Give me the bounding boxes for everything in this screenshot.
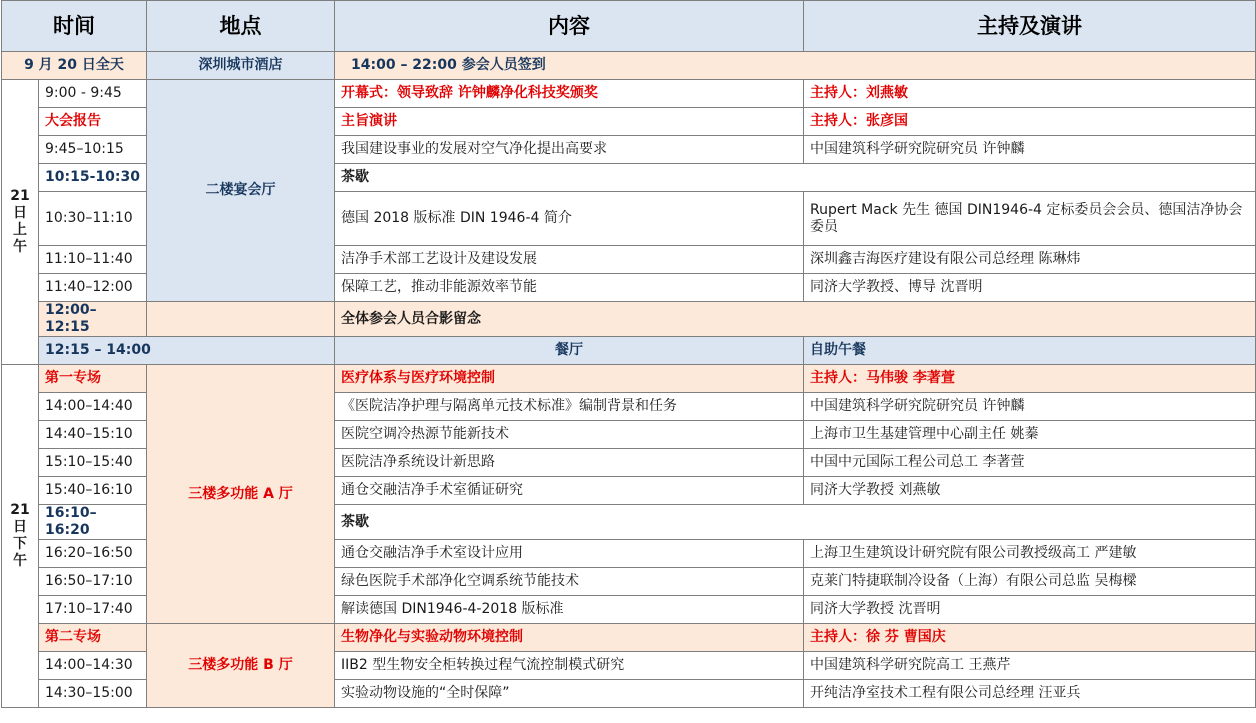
table-row	[2, 624, 1256, 652]
lunch-place: 餐厅	[335, 337, 804, 365]
content-cell: 医院空调冷热源节能新技术	[335, 421, 804, 449]
host-cell: 中国建筑科学研究院研究员 许钟麟	[804, 393, 1256, 421]
host-cell: 中国建筑科学研究院研究员 许钟麟	[804, 136, 1256, 164]
pm-b-place: 三楼多功能 B 厅	[147, 624, 335, 708]
time-cell: 14:40–15:10	[39, 421, 147, 449]
time-cell: 16:10–16:20	[39, 505, 147, 540]
host-cell: 主持人：徐 芬 曹国庆	[804, 624, 1256, 652]
header-content: 内容	[335, 1, 804, 52]
time-cell: 12:00–12:15	[39, 302, 147, 337]
content-cell: 茶歇	[335, 164, 1256, 192]
pm-day-label-3: 午	[13, 553, 27, 569]
host-cell: 主持人：刘燕敏	[804, 80, 1256, 108]
time-cell: 17:10–17:40	[39, 596, 147, 624]
time-cell: 9:00 - 9:45	[39, 80, 147, 108]
content-cell: 我国建设事业的发展对空气净化提出高要求	[335, 136, 804, 164]
time-cell: 11:40–12:00	[39, 274, 147, 302]
table-row	[2, 365, 1256, 393]
host-cell: 主持人：张彦国	[804, 108, 1256, 136]
content-cell: 主旨演讲	[335, 108, 804, 136]
time-cell: 16:50–17:10	[39, 568, 147, 596]
content-cell: 绿色医院手术部净化空调系统节能技术	[335, 568, 804, 596]
am-day-label-3: 午	[13, 239, 27, 255]
content-cell: 生物净化与实验动物环境控制	[335, 624, 804, 652]
host-cell: Rupert Mack 先生 德国 DIN1946-4 定标委员会会员、德国洁净协会委员	[804, 192, 1256, 246]
content-cell: IIB2 型生物安全柜转换过程气流控制模式研究	[335, 652, 804, 680]
host-cell: 中国建筑科学研究院高工 王燕芹	[804, 652, 1256, 680]
header-time: 时间	[2, 1, 147, 52]
host-cell: 同济大学教授 沈晋明	[804, 596, 1256, 624]
am-day-label-2: 上	[13, 222, 27, 238]
time-cell: 15:10–15:40	[39, 449, 147, 477]
lunch-content: 自助午餐	[804, 337, 1256, 365]
time-cell: 14:30–15:00	[39, 680, 147, 708]
table-row	[2, 337, 1256, 365]
content-cell: 医院洁净系统设计新思路	[335, 449, 804, 477]
time-cell: 15:40–16:10	[39, 477, 147, 505]
content-cell: 《医院洁净护理与隔离单元技术标准》编制背景和任务	[335, 393, 804, 421]
header-row	[2, 1, 1256, 52]
content-cell: 医疗体系与医疗环境控制	[335, 365, 804, 393]
time-cell: 第二专场	[39, 624, 147, 652]
content-cell: 茶歇	[335, 505, 1256, 540]
pm-day-label	[2, 365, 39, 708]
time-cell: 10:30–11:10	[39, 192, 147, 246]
content-cell: 解读德国 DIN1946-4-2018 版标准	[335, 596, 804, 624]
day1-content: 14:00 – 22:00 参会人员签到	[335, 52, 1256, 80]
content-cell: 全体参会人员合影留念	[335, 302, 1256, 337]
time-cell: 9:45–10:15	[39, 136, 147, 164]
host-cell: 同济大学教授、博导 沈晋明	[804, 274, 1256, 302]
content-cell: 洁净手术部工艺设计及建设发展	[335, 246, 804, 274]
time-cell: 10:15-10:30	[39, 164, 147, 192]
host-cell: 深圳鑫吉海医疗建设有限公司总经理 陈琳炜	[804, 246, 1256, 274]
place-cell-empty	[147, 302, 335, 337]
content-cell: 德国 2018 版标准 DIN 1946-4 简介	[335, 192, 804, 246]
host-cell: 上海卫生建筑设计研究院有限公司教授级高工 严建敏	[804, 540, 1256, 568]
lunch-time: 12:15 – 14:00	[39, 337, 335, 365]
content-cell: 保障工艺，推动非能源效率节能	[335, 274, 804, 302]
content-cell: 实验动物设施的“全时保障”	[335, 680, 804, 708]
host-cell: 主持人：马伟骏 李著萱	[804, 365, 1256, 393]
pm-day-label-2: 下	[13, 536, 27, 552]
table-row	[2, 52, 1256, 80]
am-day-label-1: 日	[13, 205, 27, 221]
content-cell: 通仓交融洁净手术室设计应用	[335, 540, 804, 568]
day1-place: 深圳城市酒店	[147, 52, 335, 80]
am-place: 二楼宴会厅	[147, 80, 335, 302]
pm-day-label-1: 日	[13, 519, 27, 535]
host-cell: 中国中元国际工程公司总工 李著萱	[804, 449, 1256, 477]
time-cell: 第一专场	[39, 365, 147, 393]
time-cell: 大会报告	[39, 108, 147, 136]
time-cell: 14:00–14:40	[39, 393, 147, 421]
host-cell: 同济大学教授 刘燕敏	[804, 477, 1256, 505]
content-cell: 开幕式：领导致辞 许钟麟净化科技奖颁奖	[335, 80, 804, 108]
table-row	[2, 302, 1256, 337]
day1-time: 9 月 20 日全天	[2, 52, 147, 80]
time-cell: 14:00–14:30	[39, 652, 147, 680]
content-cell: 通仓交融洁净手术室循证研究	[335, 477, 804, 505]
header-place: 地点	[147, 1, 335, 52]
am-day-label	[2, 80, 39, 365]
host-cell: 开纯洁净室技术工程有限公司总经理 汪亚兵	[804, 680, 1256, 708]
time-cell: 11:10–11:40	[39, 246, 147, 274]
am-day-label-0: 21	[10, 188, 30, 204]
table-row	[2, 80, 1256, 108]
host-cell: 克莱门特捷联制冷设备（上海）有限公司总监 吴梅樑	[804, 568, 1256, 596]
host-cell: 上海市卫生基建管理中心副主任 姚蓁	[804, 421, 1256, 449]
schedule-table	[1, 0, 1256, 708]
time-cell: 16:20–16:50	[39, 540, 147, 568]
pm-day-label-0: 21	[10, 502, 30, 518]
header-host: 主持及演讲	[804, 1, 1256, 52]
pm-a-place: 三楼多功能 A 厅	[147, 365, 335, 624]
